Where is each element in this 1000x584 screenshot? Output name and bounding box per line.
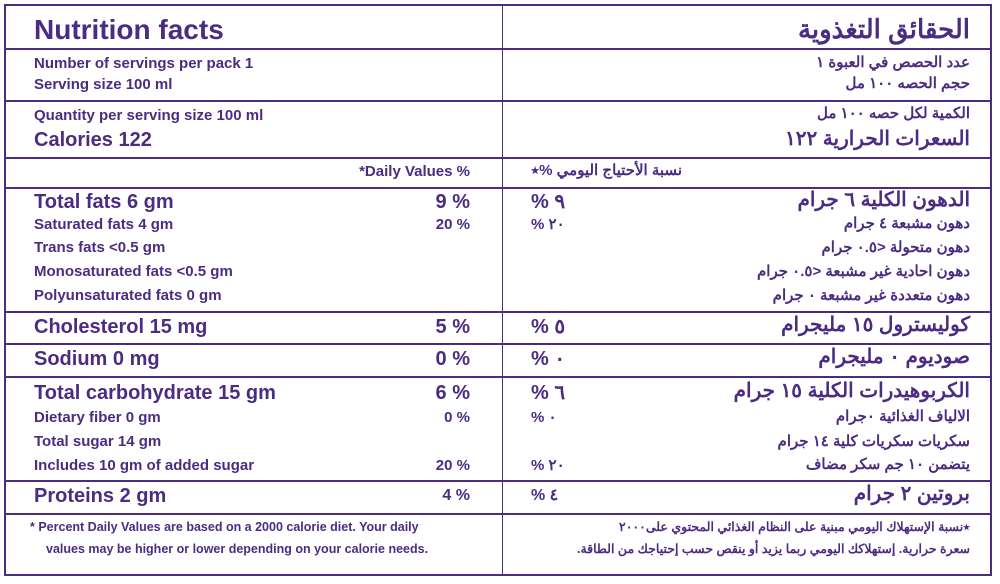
ar-sodium: صوديوم ٠ مليجرام [818,346,970,368]
ar-added-sugar-pct: ٢٠ % [531,457,565,474]
ar-polyunsaturated-fats: دهون متعددة غير مشبعة ٠ جرام [772,287,970,304]
monosaturated-fats: Monosaturated fats <0.5 gm [34,263,233,280]
en-title: Nutrition facts [34,14,224,45]
saturated-fats-pct: 20 % [435,216,470,233]
cholesterol: Cholesterol 15 mg [34,316,208,338]
total-fats: Total fats 6 gm [34,191,174,213]
ar-daily-values-header: نسبة الأحتياج اليومي %٭ [531,162,682,179]
ar-added-sugar: يتضمن ١٠ جم سكر مضاف [805,456,970,473]
total-fats-pct: 9 % [435,191,470,213]
total-carbohydrate-pct: 6 % [435,382,470,404]
quantity-per-serving: Quantity per serving size 100 ml [34,107,264,124]
ar-servings-per-pack: عدد الحصص في العبوة ١ [816,54,970,71]
divider [6,311,990,313]
ar-total-carbohydrate-pct: ٦ % [531,382,566,404]
ar-proteins: بروتين ٢ جرام [853,483,970,505]
footnote-line-1: * Percent Daily Values are based on a 2000 calorie diet. Your daily [30,520,419,534]
saturated-fats: Saturated fats 4 gm [34,216,174,233]
ar-trans-fats: دهون متحولة <٠.٥ جرام [821,239,970,256]
servings-per-pack: Number of servings per pack 1 [34,55,254,72]
footnote-line-2: values may be higher or lower depending on your calorie needs. [46,542,429,556]
calories: Calories 122 [34,129,152,151]
ar-total-fats-pct: ٩ % [531,191,566,213]
serving-size: Serving size 100 ml [34,76,173,93]
divider [6,48,990,50]
divider [6,100,990,102]
ar-dietary-fiber-pct: ٠ % [531,409,557,426]
nutrition-panel [4,4,992,576]
ar-calories: السعرات الحرارية ١٢٢ [784,128,970,150]
ar-cholesterol: كوليسترول ١٥ مليجرام [781,314,970,336]
daily-values-header: *Daily Values % [359,163,470,180]
ar-proteins-pct: ٤ % [531,487,559,504]
sodium-pct: 0 % [435,348,470,370]
added-sugar-pct: 20 % [435,457,470,474]
ar-total-carbohydrate: الكربوهيدرات الكلية ١٥ جرام [733,380,970,402]
ar-dietary-fiber: الالياف الغذائية ٠جرام [835,408,970,425]
ar-saturated-fats-pct: ٢٠ % [531,216,565,233]
ar-saturated-fats: دهون مشبعة ٤ جرام [843,215,970,232]
divider [6,376,990,378]
ar-sodium-pct: ٠ % [531,348,566,370]
ar-monosaturated-fats: دهون احادية غير مشبعة <٠.٥ جرام [756,263,970,280]
proteins: Proteins 2 gm [34,485,167,507]
dietary-fiber-pct: 0 % [444,409,470,426]
ar-title: الحقائق التغذوية [797,14,970,44]
ar-total-sugar: سكريات سكريات كلية ١٤ جرام [777,433,970,450]
added-sugar: Includes 10 gm of added sugar [34,457,255,474]
trans-fats: Trans fats <0.5 gm [34,239,166,256]
divider [6,157,990,159]
cholesterol-pct: 5 % [435,316,470,338]
ar-cholesterol-pct: ٥ % [531,316,566,338]
ar-quantity-per-serving: الكمية لكل حصه ١٠٠ مل [816,105,970,122]
polyunsaturated-fats: Polyunsaturated fats 0 gm [34,287,222,304]
ar-total-fats: الدهون الكلية ٦ جرام [797,189,970,211]
sodium: Sodium 0 mg [34,348,160,370]
divider [6,343,990,345]
total-sugar: Total sugar 14 gm [34,433,162,450]
ar-footnote-line-2: سعرة حرارية. إستهلاكك اليومي ربما يزيد أو ينقص حسب إحتياجك من الطاقة. [576,542,970,556]
total-carbohydrate: Total carbohydrate 15 gm [34,382,276,404]
ar-footnote-line-1: ٭نسبة الإستهلاك اليومي مبنية على النظام الغذائي المحتوي على٢٠٠٠ [619,520,970,534]
divider [6,480,990,482]
divider [6,513,990,515]
proteins-pct: 4 % [442,487,470,504]
column-divider [502,6,503,574]
ar-serving-size: حجم الحصه ١٠٠ مل [845,75,970,92]
dietary-fiber: Dietary fiber 0 gm [34,409,161,426]
